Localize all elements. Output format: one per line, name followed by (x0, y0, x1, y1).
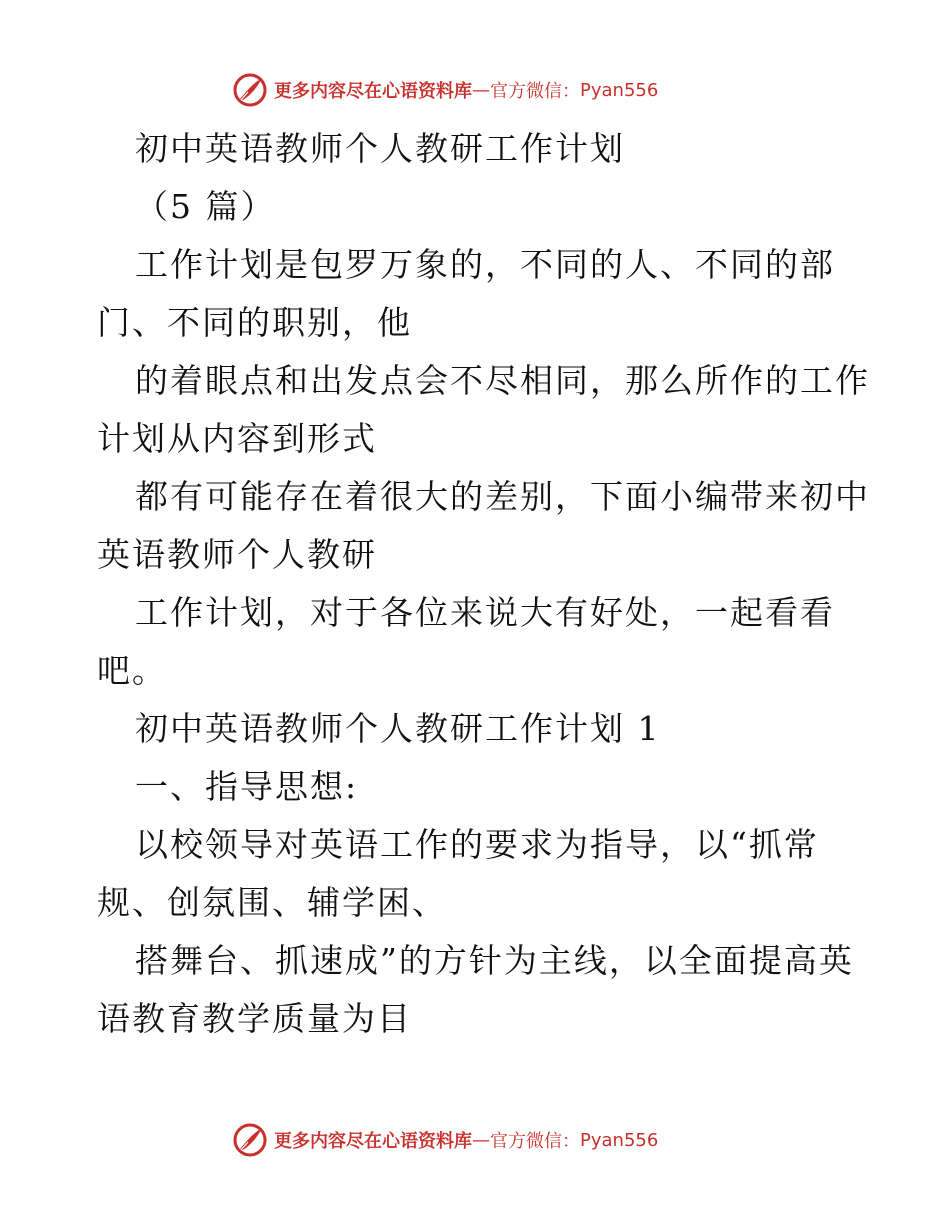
paragraph-line: 计划从内容到形式 (97, 419, 377, 458)
header-watermark (232, 70, 658, 110)
paragraph-line: 门、不同的职别，他 (97, 303, 412, 342)
watermark-dash: — (472, 1129, 490, 1151)
watermark-wechat-id: Pyan556 (580, 79, 659, 101)
paragraph-line: 搭舞台、抓速成”的方针为主线，以全面提高英 (135, 941, 854, 980)
footer-watermark (232, 1120, 658, 1160)
feather-pen-circle-icon (232, 72, 268, 108)
paragraph-line: 吧。 (97, 651, 167, 690)
doc-title: 初中英语教师个人教研工作计划 (135, 129, 625, 168)
watermark-dash: — (472, 79, 490, 101)
document-body (97, 120, 870, 1048)
paragraph-line: 工作计划，对于各位来说大有好处，一起看看 (135, 593, 835, 632)
paragraph-line: 以校领导对英语工作的要求为指导，以“抓常 (135, 825, 819, 864)
watermark-subtitle: 官方微信： (490, 1131, 580, 1152)
watermark-title: 更多内容尽在心语资料库 (274, 1131, 472, 1152)
doc-subtitle: （5 篇） (135, 187, 276, 226)
feather-pen-circle-icon (232, 1122, 268, 1158)
paragraph-line: 英语教师个人教研 (97, 535, 377, 574)
paragraph-line: 都有可能存在着很大的差别，下面小编带来初中 (135, 477, 870, 516)
watermark-title: 更多内容尽在心语资料库 (274, 81, 472, 102)
subsection-heading: 一、指导思想: (135, 767, 359, 806)
section-heading: 初中英语教师个人教研工作计划 1 (135, 709, 661, 748)
watermark-subtitle: 官方微信： (490, 81, 580, 102)
paragraph-line: 工作计划是包罗万象的，不同的人、不同的部 (135, 245, 835, 284)
paragraph-line: 的着眼点和出发点会不尽相同，那么所作的工作 (135, 361, 870, 400)
paragraph-line: 规、创氛围、辅学困、 (97, 883, 447, 922)
watermark-wechat-id: Pyan556 (580, 1129, 659, 1151)
paragraph-line: 语教育教学质量为目 (97, 999, 412, 1038)
